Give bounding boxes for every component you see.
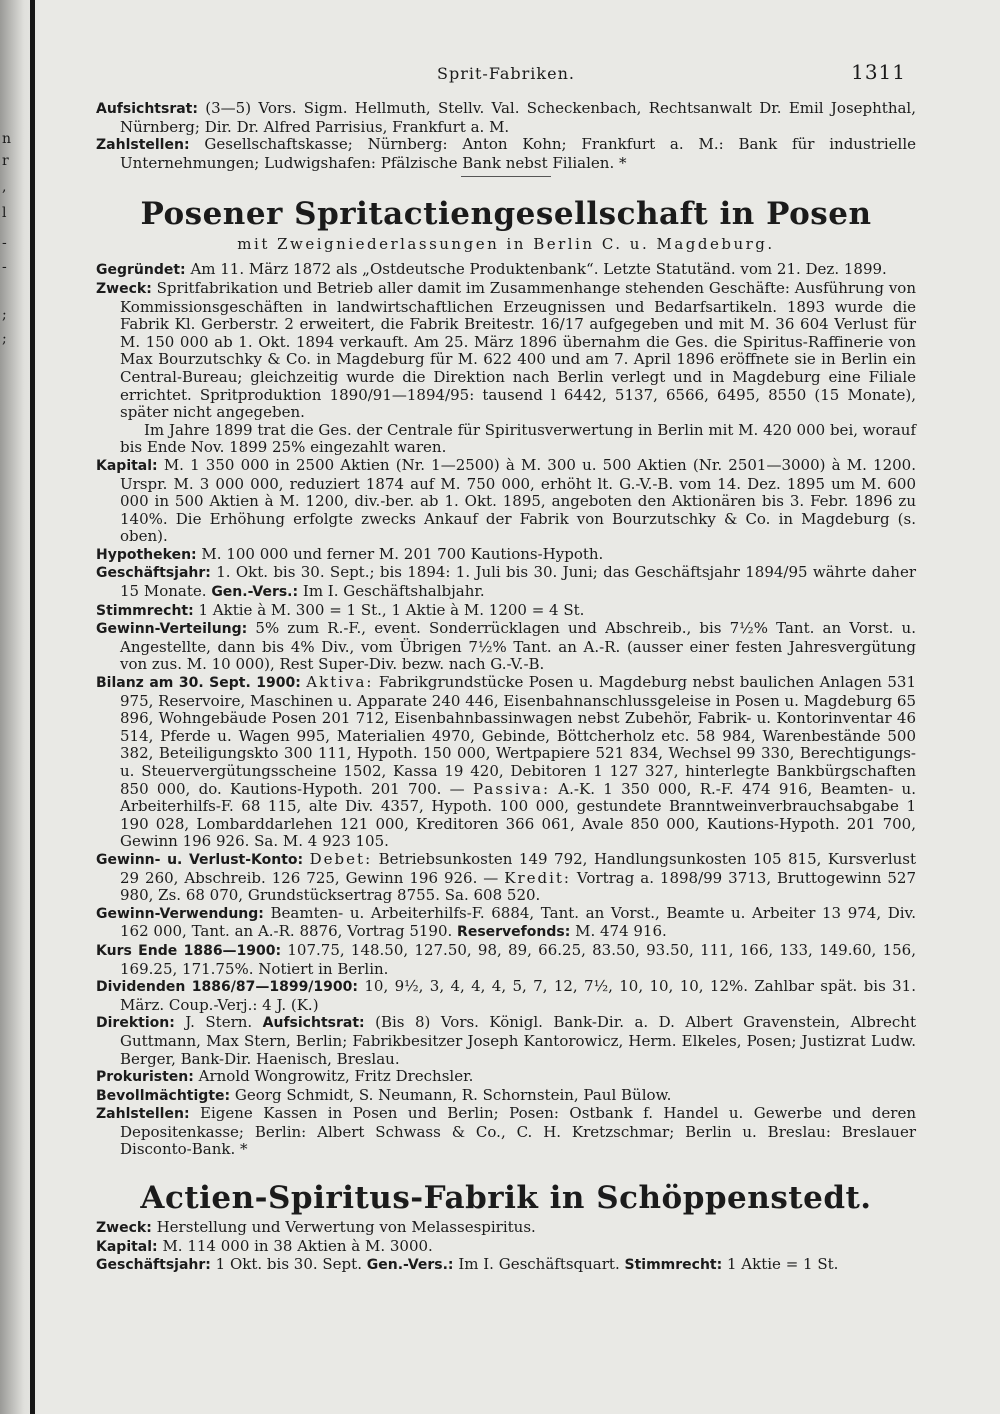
running-head-title: Sprit-Fabriken. xyxy=(437,64,575,83)
entry-zweck xyxy=(96,280,916,422)
entry-geschaeftsjahr-schoeppenstedt xyxy=(96,1256,916,1275)
entry-key: Gewinn-Verteilung: xyxy=(96,621,248,638)
entry-prokuristen xyxy=(96,1068,916,1087)
entry-aufsichtsrat xyxy=(96,100,916,136)
entry-text: Spritfabrikation und Betrieb aller damit im Zusammenhange stehenden Geschäfte: Ausführung von Kommissionsgeschäften in landwirtschaftlichen Erzeugnissen und Bedarfsartikeln. 1893 wurde die Fabrik Kl. Gerberstr. 2 erweitert, die Fabrik Breitestr. 16/17 aufgegeben und mit M. 36 604 Verlust für M. 150 000 ab 1. Okt. 1894 verkauft. Am 25. März 1896 übernahm die Ges. die Spiritus-Raffinerie von Max Bourzutschky & Co. in Magdeburg für M. 622 400 und am 7. April 1896 eröffnete sie in Berlin ein Central-Bureau; gleichzeitig wurde die Direktion nach Berlin verlegt und in Magdeburg eine Filiale errichtet. Spritproduktion 1890/91—1894/95: tausend l 6442, 5137, 6566, 6495, 8550 (15 Monate), später nicht angegeben. xyxy=(120,278,916,422)
entry-kapital-schoeppenstedt xyxy=(96,1238,916,1257)
entry-text: Vortrag a. 1898/99 3713, Bruttogewinn 527 980, Zs. 68 070, Grundstücksertrag 8755. Sa. 608 520. xyxy=(120,868,916,905)
entry-text: Im I. Geschäftshalbjahr. xyxy=(302,582,485,601)
entry-key: Bilanz am 30. Sept. 1900: xyxy=(96,675,301,692)
entry-text: Beamten- u. Arbeiterhilfs-F. 6884, Tant. an Vorst., Beamte u. Arbeiter 13 974, Div. 162 000, Tant. an A.-R. 8876, Vortrag 5190. xyxy=(120,903,916,941)
document-page xyxy=(96,58,916,1275)
entry-text: M. 100 000 und ferner M. 201 700 Kautions-Hypoth. xyxy=(201,544,604,563)
entry-key: Hypotheken: xyxy=(96,546,197,563)
entry-text: M. 474 916. xyxy=(575,922,667,941)
entry-text: Herstellung und Verwertung von Melassespiritus. xyxy=(156,1218,536,1237)
entry-zahlstellen xyxy=(96,136,916,172)
debet-label: Debet: xyxy=(309,849,373,868)
entry-bevollmaechtigte xyxy=(96,1087,916,1106)
entry-key: Gen.-Vers.: xyxy=(366,1257,454,1274)
entry-zweck-schoeppenstedt xyxy=(96,1219,916,1238)
page-number: 1311 xyxy=(851,60,906,84)
entry-text: J. Stern. xyxy=(185,1013,253,1032)
entry-key: Gewinn- u. Verlust-Konto: xyxy=(96,851,304,868)
gutter-mark: ; xyxy=(2,331,7,347)
company-subtitle: mit Zweigniederlassungen in Berlin C. u. Magdeburg. xyxy=(237,235,775,254)
entry-gewinn-verteilung xyxy=(96,620,916,674)
entry-gewinn-verlust xyxy=(96,851,916,905)
company-title-schoeppenstedt: Actien-Spiritus-Fabrik in Schöppenstedt. xyxy=(140,1180,872,1217)
entry-gewinn-verwendung xyxy=(96,905,916,942)
entry-key: Direktion: xyxy=(96,1015,175,1032)
entry-text: (3—5) Vors. Sigm. Hellmuth, Stellv. Val. Scheckenbach, Rechtsanwalt Dr. Emil Josephthal, Nürnberg; Dir. Dr. Alfred Parrisius, Frankfurt a. M. xyxy=(120,99,916,136)
entry-kapital xyxy=(96,457,916,546)
entry-gegruendet xyxy=(96,261,916,280)
entry-key: Aufsichtsrat: xyxy=(262,1015,365,1032)
entry-key: Aufsichtsrat: xyxy=(96,101,198,117)
entry-key: Gen.-Vers.: xyxy=(211,584,299,601)
entry-key: Geschäftsjahr: xyxy=(96,565,211,582)
entry-key: Prokuristen: xyxy=(96,1069,194,1086)
entry-key: Zweck: xyxy=(96,280,152,297)
entry-text: 1 Okt. bis 30. Sept. xyxy=(215,1255,362,1274)
entry-key: Zahlstellen: xyxy=(96,1106,190,1123)
gutter-mark: , xyxy=(2,179,7,195)
entry-text: 5% zum R.-F., event. Sonderrücklagen und Abschreib., bis 7½% Tant. an Vorst. u. Angestellte, dann bis 4% Div., vom Übrigen 7½% Tant. an A.-R. (ausser einer festen Jahresvergütung von zus. M. 10 000), Rest Super-Div. bezw. nach G.-V.-B. xyxy=(120,619,916,674)
entry-key: Stimmrecht: xyxy=(624,1257,723,1274)
entry-zweck-continued: Im Jahre 1899 trat die Ges. der Centrale für Spiritusverwertung in Berlin mit M. 420 000 bei, worauf bis Ende Nov. 1899 25% eingezahlt waren. xyxy=(120,420,916,457)
entry-kurs xyxy=(96,942,916,978)
entry-key: Gegründet: xyxy=(96,262,186,279)
entry-text: Betriebsunkosten 149 792, Handlungsunkosten 105 815, Kursverlust 29 260, Abschreib. 126 725, Gewinn 196 926. — xyxy=(120,849,917,887)
entry-key: Geschäftsjahr: xyxy=(96,1257,211,1274)
bilanz-aktiva-label: Aktiva: xyxy=(306,673,374,692)
section-divider xyxy=(461,176,551,177)
entry-key: Kapital: xyxy=(96,1238,158,1255)
entry-stimmrecht xyxy=(96,602,916,621)
entry-geschaeftsjahr xyxy=(96,564,916,601)
entry-text: 10, 9½, 3, 4, 4, 4, 5, 7, 12, 7½, 10, 10, 10, 12%. Zahlbar spät. bis 31. März. Coup.-Verj.: 4 J. (K.) xyxy=(120,977,916,1014)
entry-text: M. 114 000 in 38 Aktien à M. 3000. xyxy=(162,1236,433,1255)
gutter-mark: - xyxy=(2,259,7,275)
entry-direktion xyxy=(96,1014,916,1068)
schoeppenstedt-entries xyxy=(96,1219,916,1275)
posen-entries xyxy=(96,261,916,1159)
entry-text: Fabrikgrundstücke Posen u. Magdeburg nebst baulichen Anlagen 531 975, Reservoire, Maschinen u. Apparate 240 446, Eisenbahnanschlussgeleise in Posen u. Magdeburg 65 896, Wohngebäude Posen 201 712, Eisenbahnbassinwagen nebst Zubehör, Fabrik- u. Kontorinventar 46 514, Pferde u. Wagen 995, Materialien 4970, Gebinde, Böttcherholz etc. 58 984, Warenbestände 500 382, Beteiligungskto 300 111, Hypoth. 150 000, Wertpapiere 521 834, Wechsel 99 330, Berechtigungs- u. Steuervergütungsscheine 1502, Kassa 19 420, Debitoren 1 127 327, hinterlegte Bankbürgschaften 850 000, do. Kautions-Hypoth. 201 700. — xyxy=(120,673,916,798)
gutter-mark: n xyxy=(2,131,12,147)
entry-key: Bevollmächtigte: xyxy=(96,1087,231,1104)
gutter-mark: r xyxy=(2,153,9,169)
entry-zahlstellen-posen xyxy=(96,1105,916,1159)
entry-text: 1. Okt. bis 30. Sept.; bis 1894: 1. Juli bis 30. Juni; das Geschäftsjahr 1894/95 währte daher 15 Monate. xyxy=(120,563,916,601)
entry-text: Gesellschaftskasse; Nürnberg: Anton Kohn; Frankfurt a. M.: Bank für industrielle Unternehmungen; Ludwigshafen: Pfälzische Bank nebst Filialen. * xyxy=(120,135,916,172)
entry-hypotheken xyxy=(96,546,916,565)
gutter-rule xyxy=(30,0,35,1414)
entry-text: Am 11. März 1872 als „Ostdeutsche Produktenbank“. Letzte Statutänd. vom 21. Dez. 1899. xyxy=(190,260,887,279)
entry-text: Arnold Wongrowitz, Fritz Drechsler. xyxy=(198,1067,474,1086)
entry-text: (Bis 8) Vors. Königl. Bank-Dir. a. D. Albert Gravenstein, Albrecht Guttmann, Max Stern, Berlin; Fabrikbesitzer Joseph Kantorowicz, Herm. Elkeles, Posen; Justizrat Ludw. Berger, Bank-Dir. Haenisch, Breslau. xyxy=(120,1013,916,1068)
entry-text: 107.75, 148.50, 127.50, 98, 89, 66.25, 83.50, 93.50, 111, 166, 133, 149.60, 156, 169.25, 171.75%. Notiert in Berlin. xyxy=(120,940,916,978)
entry-text: 1 Aktie = 1 St. xyxy=(727,1255,839,1274)
entry-key: Zahlstellen: xyxy=(96,137,190,154)
kredit-label: Kredit: xyxy=(504,868,571,887)
entry-key: Stimmrecht: xyxy=(96,602,194,619)
entry-text: M. 1 350 000 in 2500 Aktien (Nr. 1—2500) à M. 300 u. 500 Aktien (Nr. 2501—3000) à M. 1200. Urspr. M. 3 000 000, reduziert 1874 auf M. 750 000, erhöht lt. G.-V.-B. vom 14. Dez. 1895 um M. 600 000 in 500 Aktien à M. 1200, div.-ber. ab 1. Okt. 1895, angeboten den Aktionären bis 3. Febr. 1896 zu 140%. Die Erhöhung erfolgte zwecks Ankauf der Fabrik von Bourzutschky & Co. in Magdeburg (s. oben). xyxy=(120,455,916,546)
entry-bilanz xyxy=(96,674,916,851)
entry-text: Eigene Kassen in Posen und Berlin; Posen: Ostbank f. Handel u. Gewerbe und deren Depositenkasse; Berlin: Albert Schwass & Co., C. H. Kretzschmar; Berlin u. Breslau: Breslauer Disconto-Bank. * xyxy=(120,1104,916,1159)
entry-dividenden xyxy=(96,978,916,1014)
entry-key: Kapital: xyxy=(96,457,158,474)
entry-text: 1 Aktie à M. 300 = 1 St., 1 Aktie à M. 1200 = 4 St. xyxy=(198,600,585,619)
entry-text: A.-K. 1 350 000, R.-F. 474 916, Beamten- u. Arbeiterhilfs-F. 68 115, alte Div. 4357, Hypoth. 100 000, gestundete Branntweinverbrauchsabgabe 1 190 028, Lombarddarlehen 121 000, Kreditoren 366 061, Avale 850 000, Kautions-Hypoth. 201 700, Gewinn 196 926. Sa. M. 4 923 105. xyxy=(120,779,916,851)
entry-key: Zweck: xyxy=(96,1220,152,1237)
entry-key: Gewinn-Verwendung: xyxy=(96,905,264,922)
entry-key: Kurs Ende 1886—1900: xyxy=(96,942,282,959)
gutter-mark: l xyxy=(2,205,7,221)
company-title-posen: Posener Spritactiengesellschaft in Posen xyxy=(140,196,872,233)
gutter-mark: - xyxy=(2,235,7,251)
entry-text: Georg Schmidt, S. Neumann, R. Schornstein, Paul Bülow. xyxy=(234,1085,672,1104)
previous-entry-tail xyxy=(96,100,916,172)
entry-key: Reservefonds: xyxy=(457,924,571,941)
bilanz-passiva-label: Passiva: xyxy=(472,779,551,798)
gutter-mark: ; xyxy=(2,307,7,323)
entry-text: Im I. Geschäftsquart. xyxy=(458,1255,620,1274)
entry-key: Dividenden 1886/87—1899/1900: xyxy=(96,979,358,996)
running-head xyxy=(96,58,916,88)
